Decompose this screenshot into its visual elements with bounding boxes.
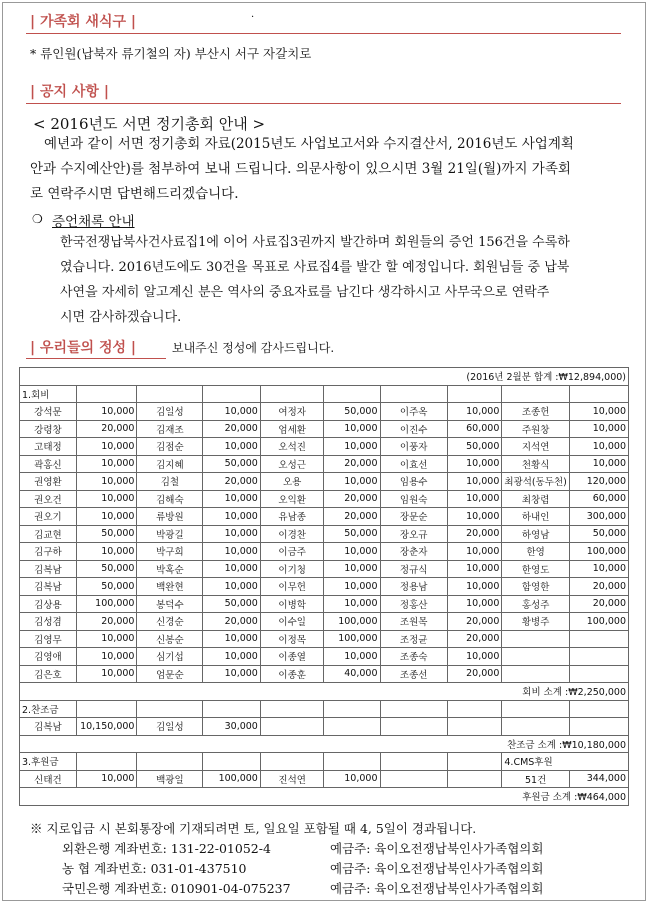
donor-name: 김복남 (20, 718, 77, 736)
table-row (20, 473, 629, 491)
table-row (20, 595, 629, 613)
empty-cell (203, 753, 261, 771)
empty-cell (137, 700, 203, 718)
donor-name: 오석진 (260, 438, 324, 456)
empty-cell (76, 753, 137, 771)
donation-amount: 10,000 (76, 543, 137, 561)
donation-amount: 10,000 (203, 560, 261, 578)
donation-amount: 10,000 (447, 490, 502, 508)
donor-name: 김교현 (20, 525, 77, 543)
empty-cell (324, 718, 380, 736)
donor-name: 김점순 (137, 438, 203, 456)
empty-cell (502, 385, 569, 403)
donor-name: 지석연 (502, 438, 569, 456)
subtotal-row (20, 788, 629, 806)
donation-amount: 20,000 (569, 595, 628, 613)
section-divider (26, 33, 621, 34)
donor-name: 이종열 (260, 648, 324, 666)
table-row (20, 438, 629, 456)
section-label: 1.회비 (20, 385, 77, 403)
donor-name: 김은호 (20, 665, 77, 683)
donor-name: 오용 (260, 473, 324, 491)
donation-amount: 10,000 (76, 403, 137, 421)
empty-cell (569, 385, 628, 403)
donor-name: 김일성 (137, 403, 203, 421)
donation-amount: 20,000 (324, 490, 380, 508)
donor-name: 권오건 (20, 490, 77, 508)
donor-name: 김복남 (20, 578, 77, 596)
donations-table (19, 367, 629, 806)
donor-name: 김영애 (20, 648, 77, 666)
donation-amount: 10,000 (569, 438, 628, 456)
donor-name: 심기섭 (137, 648, 203, 666)
table-row (20, 613, 629, 631)
donation-amount: 10,000 (324, 543, 380, 561)
donation-amount: 10,000 (203, 438, 261, 456)
donation-amount: 100,000 (324, 630, 380, 648)
donation-amount: 20,000 (76, 420, 137, 438)
empty-cell (203, 385, 261, 403)
donor-name: 임용수 (380, 473, 447, 491)
empty-cell (76, 700, 137, 718)
notice-line: 안과 수지예산안)를 첨부하여 보내 드립니다. 의문사항이 있으시면 3월 21일(월)까지 가족회 (30, 161, 571, 177)
donor-name: 엄문순 (137, 665, 203, 683)
donation-amount: 50,000 (203, 595, 261, 613)
donation-amount: 10,000 (447, 648, 502, 666)
account-holder: 예금주: 육이오전쟁납북인사가족협의회 (330, 861, 544, 876)
donor-name: 장문순 (380, 508, 447, 526)
table-row (20, 403, 629, 421)
empty-cell (137, 385, 203, 403)
donation-amount: 50,000 (76, 560, 137, 578)
donor-name: 진석연 (260, 770, 324, 788)
donation-amount: 10,000 (203, 525, 261, 543)
donor-name: 최광석(동두천) (502, 473, 569, 491)
section-heading-notice: | 공지 사항 | (30, 84, 109, 100)
donation-amount: 10,000 (324, 438, 380, 456)
table-row (20, 508, 629, 526)
donor-name: 김철 (137, 473, 203, 491)
section-label-row (20, 385, 629, 403)
donor-name: 백광일 (137, 770, 203, 788)
donation-amount: 120,000 (569, 473, 628, 491)
donor-name: 오익환 (260, 490, 324, 508)
donation-amount: 10,000 (447, 560, 502, 578)
notice-paragraph (30, 132, 574, 207)
donor-name: 김구하 (20, 543, 77, 561)
donations-thanks: 보내주신 정성에 감사드립니다. (172, 341, 335, 355)
table-row (20, 490, 629, 508)
table-row (20, 665, 629, 683)
donation-amount: 60,000 (569, 490, 628, 508)
donation-amount: 10,000 (447, 578, 502, 596)
membership-subtotal: 회비 소계 :₩2,250,000 (20, 683, 629, 701)
donation-amount: 30,000 (203, 718, 261, 736)
donation-amount: 10,000 (203, 543, 261, 561)
donation-amount: 10,000 (569, 455, 628, 473)
empty-cell (260, 718, 324, 736)
donor-name: 박구희 (137, 543, 203, 561)
monthly-total: (2016년 2월분 합계 :₩12,894,000) (20, 368, 629, 386)
empty-cell (380, 770, 447, 788)
donation-amount (569, 648, 628, 666)
donation-amount: 10,000 (569, 420, 628, 438)
donor-name: 이기청 (260, 560, 324, 578)
donation-amount: 50,000 (447, 438, 502, 456)
donor-name: 김지혜 (137, 455, 203, 473)
donation-amount: 10,000 (76, 630, 137, 648)
donor-name: 강령창 (20, 420, 77, 438)
giro-note: ※ 지로입금 시 본회통장에 기재되려면 토, 일요일 포함될 때 4, 5일이 경과됩니다. (30, 821, 477, 836)
donation-amount: 10,000 (76, 770, 137, 788)
donor-name: 백완현 (137, 578, 203, 596)
donation-amount: 40,000 (324, 665, 380, 683)
donation-amount: 50,000 (76, 525, 137, 543)
donor-name: 김복남 (20, 560, 77, 578)
donor-name: 강석문 (20, 403, 77, 421)
donation-amount: 60,000 (447, 420, 502, 438)
donation-amount: 20,000 (447, 630, 502, 648)
donor-name: 장오규 (380, 525, 447, 543)
donor-name: 이금주 (260, 543, 324, 561)
testimony-line: 한국전쟁납북사건사료집1에 이어 사료집3권까지 발간하며 회원들의 증언 156건을 수록하 (60, 235, 570, 250)
section-divider (26, 358, 166, 359)
donor-name: 유남종 (260, 508, 324, 526)
donor-name: 이수일 (260, 613, 324, 631)
testimony-line: 였습니다. 2016년도에도 30건을 목표로 사료집4를 발간 할 예정입니다. 회원님들 중 납북 (60, 260, 570, 275)
donor-name: 박광길 (137, 525, 203, 543)
empty-cell (260, 753, 324, 771)
donor-name: 주원창 (502, 420, 569, 438)
donation-amount: 10,000 (203, 630, 261, 648)
empty-cell (447, 385, 502, 403)
donation-amount: 10,000 (447, 455, 502, 473)
donation-amount: 10,000 (324, 648, 380, 666)
donation-amount: 10,000 (203, 403, 261, 421)
new-member-item: * 류인원(납북자 류기철의 자) 부산시 서구 자갈치로 (30, 46, 312, 61)
donor-name: 장춘자 (380, 543, 447, 561)
donor-name: 엄세환 (260, 420, 324, 438)
donation-amount: 100,000 (569, 613, 628, 631)
donation-amount: 100,000 (324, 613, 380, 631)
donation-amount: 10,000 (447, 595, 502, 613)
cms-count: 51건 (502, 770, 569, 788)
donor-name: 봉덕수 (137, 595, 203, 613)
empty-cell (260, 385, 324, 403)
donor-name: 조정균 (380, 630, 447, 648)
donation-amount: 100,000 (203, 770, 261, 788)
donation-amount: 10,000 (203, 665, 261, 683)
donor-name: 조종선 (380, 665, 447, 683)
table-row (20, 578, 629, 596)
donor-name: 김영무 (20, 630, 77, 648)
donation-amount: 50,000 (203, 455, 261, 473)
account-holder: 예금주: 육이오전쟁납북인사가족협의회 (330, 841, 544, 856)
donation-amount: 50,000 (569, 525, 628, 543)
donation-amount: 10,000 (324, 595, 380, 613)
table-row (20, 420, 629, 438)
empty-cell (203, 700, 261, 718)
donation-amount: 10,000 (76, 648, 137, 666)
donor-name: 이풍자 (380, 438, 447, 456)
subtotal-row (20, 683, 629, 701)
donation-amount (569, 630, 628, 648)
donor-name: 조원목 (380, 613, 447, 631)
donation-amount: 10,000 (324, 578, 380, 596)
donation-amount: 10,000 (447, 543, 502, 561)
notice-title: < 2016년도 서면 정기총회 안내 > (33, 115, 266, 133)
donor-name: 최창렴 (502, 490, 569, 508)
empty-cell (324, 385, 380, 403)
donor-name (502, 630, 569, 648)
testimony-paragraph (60, 230, 570, 330)
donor-name: 여정자 (260, 403, 324, 421)
donation-amount: 10,000 (76, 438, 137, 456)
empty-cell (76, 385, 137, 403)
donation-amount: 20,000 (203, 420, 261, 438)
donor-name: 홍성주 (502, 595, 569, 613)
sponsor-subtotal: 후원금 소계 :₩464,000 (20, 788, 629, 806)
empty-cell (569, 700, 628, 718)
donation-amount: 10,000 (203, 648, 261, 666)
donor-name: 함영한 (502, 578, 569, 596)
notice-line: 로 연락주시면 답변해드리겠습니다. (30, 186, 239, 202)
donation-amount: 20,000 (324, 455, 380, 473)
account-holder: 예금주: 육이오전쟁납북인사가족협의회 (330, 881, 544, 896)
donation-amount: 10,000 (569, 403, 628, 421)
donor-name: 신태건 (20, 770, 77, 788)
account-bank: 외환은행 계좌번호: 131-22-01052-4 (62, 841, 271, 856)
donor-name: 권오기 (20, 508, 77, 526)
section-label: 3.후원금 (20, 753, 77, 771)
section-label: 2.찬조금 (20, 700, 77, 718)
donation-amount: 10,000 (76, 665, 137, 683)
account-bank: 농 협 계좌번호: 031-01-437510 (62, 861, 247, 876)
support-subtotal: 찬조금 소계 :₩10,180,000 (20, 735, 629, 753)
donation-amount: 10,000 (324, 473, 380, 491)
table-row (20, 718, 629, 736)
donation-amount: 20,000 (447, 525, 502, 543)
section-label-row (20, 753, 629, 771)
donor-name (502, 648, 569, 666)
donor-name: 김성겸 (20, 613, 77, 631)
donor-name: 곽홍신 (20, 455, 77, 473)
donation-amount: 10,000 (203, 578, 261, 596)
donor-name: 정용남 (380, 578, 447, 596)
empty-cell (324, 753, 380, 771)
donation-amount: 10,000 (76, 455, 137, 473)
donor-name: 김해숙 (137, 490, 203, 508)
donor-name: 이무헌 (260, 578, 324, 596)
donor-name: 오성근 (260, 455, 324, 473)
section-heading-new-members: | 가족회 새식구 | (30, 14, 136, 30)
donation-amount: 10,000 (76, 490, 137, 508)
donation-amount: 100,000 (569, 543, 628, 561)
donation-amount: 20,000 (447, 665, 502, 683)
donation-amount: 10,000 (76, 473, 137, 491)
stray-dot: · (251, 12, 255, 23)
donor-name: 한영 (502, 543, 569, 561)
donor-name: 권영환 (20, 473, 77, 491)
donation-amount: 20,000 (203, 613, 261, 631)
circle-bullet-icon: ❍ (32, 212, 43, 226)
donation-amount: 10,000 (203, 508, 261, 526)
empty-cell (502, 718, 569, 736)
subtotal-row (20, 735, 629, 753)
donation-amount: 300,000 (569, 508, 628, 526)
donation-amount: 10,000 (76, 508, 137, 526)
empty-cell (447, 718, 502, 736)
donor-name (502, 665, 569, 683)
donor-name: 류방원 (137, 508, 203, 526)
donor-name: 정홍산 (380, 595, 447, 613)
donor-name: 김일성 (137, 718, 203, 736)
table-row (20, 543, 629, 561)
donor-name: 고태정 (20, 438, 77, 456)
donor-name: 이정목 (260, 630, 324, 648)
donor-name: 조종숙 (380, 648, 447, 666)
donor-name: 황병주 (502, 613, 569, 631)
donor-name: 정규식 (380, 560, 447, 578)
empty-cell (447, 753, 502, 771)
donation-amount: 50,000 (324, 525, 380, 543)
table-row (20, 630, 629, 648)
donation-amount: 20,000 (569, 578, 628, 596)
testimony-line: 사연을 자세히 알고계신 분은 역사의 중요자료를 남긴다 생각하시고 사무국으로 연락주 (60, 285, 550, 300)
donor-name: 이효선 (380, 455, 447, 473)
donor-name: 조종헌 (502, 403, 569, 421)
donor-name: 하내인 (502, 508, 569, 526)
testimony-line: 시면 감사하겠습니다. (60, 310, 182, 325)
donation-amount: 10,000 (447, 508, 502, 526)
table-row (20, 648, 629, 666)
donation-amount: 10,000 (324, 420, 380, 438)
donor-name: 이주옥 (380, 403, 447, 421)
empty-cell (137, 753, 203, 771)
donation-amount (569, 665, 628, 683)
table-header-row (20, 368, 629, 386)
donation-amount: 20,000 (203, 473, 261, 491)
table-row (20, 455, 629, 473)
section-heading-donations: | 우리들의 정성 | (30, 340, 136, 356)
donation-amount: 10,000 (447, 473, 502, 491)
section-divider (26, 103, 621, 104)
donor-name: 신경순 (137, 613, 203, 631)
donation-amount: 10,000 (324, 770, 380, 788)
notice-line: 예년과 같이 서면 정기총회 자료(2015년도 사업보고서와 수지결산서, 2016년도 사업계획 (44, 136, 574, 152)
donor-name: 한영도 (502, 560, 569, 578)
empty-cell (502, 700, 569, 718)
donation-amount: 50,000 (76, 578, 137, 596)
section-label-row (20, 700, 629, 718)
donor-name: 이경찬 (260, 525, 324, 543)
donation-amount: 10,000 (203, 490, 261, 508)
table-row (20, 525, 629, 543)
donor-name: 이병학 (260, 595, 324, 613)
donor-name: 신봉순 (137, 630, 203, 648)
empty-cell (260, 700, 324, 718)
cms-amount: 344,000 (569, 770, 628, 788)
cms-label: 4.CMS후원 (502, 753, 629, 771)
empty-cell (447, 700, 502, 718)
donor-name: 천황식 (502, 455, 569, 473)
empty-cell (380, 753, 447, 771)
donor-name: 이진수 (380, 420, 447, 438)
empty-cell (380, 700, 447, 718)
donation-amount: 10,150,000 (76, 718, 137, 736)
table-row (20, 560, 629, 578)
empty-cell (447, 770, 502, 788)
donor-name: 김재조 (137, 420, 203, 438)
donor-name: 이종훈 (260, 665, 324, 683)
donor-name: 임원숙 (380, 490, 447, 508)
empty-cell (380, 718, 447, 736)
table-row (20, 770, 629, 788)
donor-name: 하영남 (502, 525, 569, 543)
donor-name: 김상용 (20, 595, 77, 613)
testimony-subtitle: 증언채록 안내 (52, 214, 135, 230)
donation-amount: 100,000 (76, 595, 137, 613)
donation-amount: 20,000 (324, 508, 380, 526)
empty-cell (324, 700, 380, 718)
donor-name: 박혹순 (137, 560, 203, 578)
account-bank: 국민은행 계좌번호: 010901-04-075237 (62, 881, 291, 896)
empty-cell (380, 385, 447, 403)
donation-amount: 50,000 (324, 403, 380, 421)
donation-amount: 10,000 (324, 560, 380, 578)
donation-amount: 10,000 (447, 403, 502, 421)
empty-cell (569, 718, 628, 736)
donation-amount: 20,000 (447, 613, 502, 631)
donation-amount: 20,000 (76, 613, 137, 631)
donation-amount: 10,000 (569, 560, 628, 578)
